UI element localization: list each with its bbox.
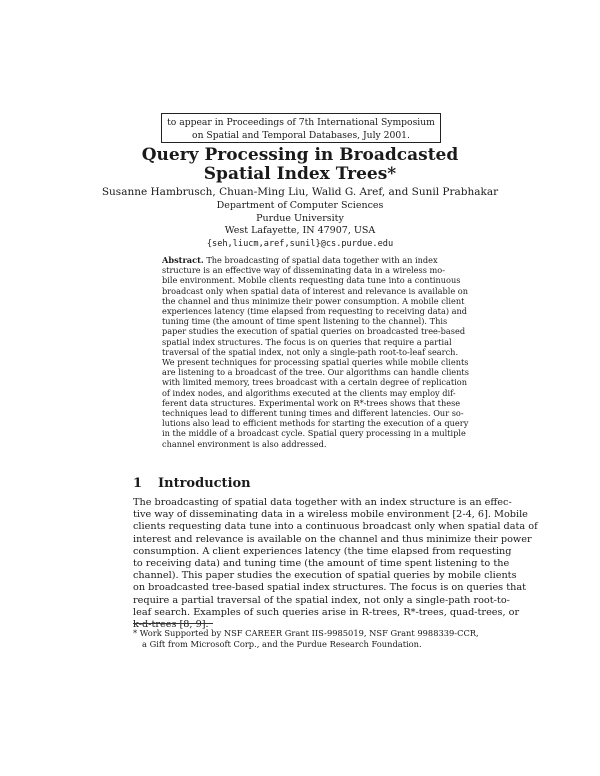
paper-title-line-1: Query Processing in Broadcasted [141, 145, 459, 165]
section-number: 1 [133, 476, 143, 491]
abstract-line: broadcast only when spatial data of interest and relevance is available on [162, 285, 468, 296]
affiliation-city: West Lafayette, IN 47907, USA [224, 225, 376, 236]
abstract-line: in the middle of a broadcast cycle. Spatial query processing in a multiple [162, 428, 466, 439]
abstract-line: are listening to a broadcast of the tree. Our algorithms can handle clients [162, 367, 469, 378]
intro-line: require a partial traversal of the spatial index, not only a single-path root-to- [133, 594, 510, 606]
abstract-line: traversal of the spatial index, not only a single-path root-to-leaf search. [162, 346, 459, 357]
abstract-line: experiences latency (time elapsed from requesting to receiving data) and [162, 306, 468, 317]
intro-line: k-d-trees [8, 9]. [133, 619, 209, 631]
abstract-line: bile environment. Mobile clients requesting data tune into a continuous [162, 275, 461, 286]
abstract-line: ferent data structures. Experimental work on R*-trees shows that these [162, 397, 461, 408]
abstract-line: of index nodes, and algorithms executed at the clients may employ dif- [162, 387, 456, 398]
section-title: Introduction [158, 476, 251, 491]
intro-line: on broadcasted tree-based spatial index structures. The focus is on queries that [133, 582, 527, 594]
affiliation-university: Purdue University [256, 212, 344, 224]
venue-line-1: to appear in Proceedings of 7th International Symposium [167, 117, 435, 128]
abstract-paragraph [162, 255, 469, 449]
affiliation-block [150, 200, 450, 250]
abstract-line: the channel and thus minimize their power consumption. A mobile client [162, 295, 465, 306]
abstract-line: spatial index structures. The focus is on queries that require a partial [162, 336, 452, 347]
section-heading-introduction [133, 476, 251, 491]
abstract-line: techniques lead to different tuning times and different latencies. Our so- [162, 408, 464, 419]
footnote-divider [133, 623, 213, 624]
abstract-line: channel environment is also addressed. [162, 438, 327, 449]
abstract-line-text: The broadcasting of spatial data together with an index [206, 255, 438, 265]
venue-line-2: on Spatial and Temporal Databases, July 2001. [192, 130, 410, 141]
abstract-line: paper studies the execution of spatial queries on broadcasted tree-based [162, 326, 466, 337]
intro-line: leaf search. Examples of such queries arise in R-trees, R*-trees, quad-trees, or [133, 606, 520, 618]
intro-line: The broadcasting of spatial data together with an index structure is an effec- [133, 497, 512, 508]
abstract-line: with limited memory, trees broadcast with a certain degree of replication [162, 377, 468, 388]
intro-line: tive way of disseminating data in a wireless mobile environment [2-4, 6]. Mobile [133, 509, 528, 521]
venue-notice-box [161, 113, 441, 143]
footnote-line-2: a Gift from Microsoft Corp., and the Purdue Research Foundation. [142, 639, 422, 649]
footnote-line-1: * Work Supported by NSF CAREER Grant IIS-9985019, NSF Grant 9988339-CCR, [133, 628, 479, 638]
abstract-line: We present techniques for processing spatial queries while mobile clients [162, 357, 469, 368]
abstract-line: lutions also lead to efficient methods for starting the execution of a query [162, 418, 469, 429]
abstract-line [162, 255, 442, 265]
intro-line: interest and relevance is available on the channel and thus minimize their power [133, 533, 532, 545]
affiliation-emails: {seh,liucm,aref,sunil}@cs.purdue.edu [206, 238, 394, 249]
intro-line: channel). This paper studies the execution of spatial queries by mobile clients [133, 570, 517, 582]
abstract-line: tuning time (the amount of time spent listening to the channel). This [162, 316, 448, 327]
abstract-line: structure is an effective way of disseminating data in a wireless mo- [162, 265, 445, 276]
intro-line: to receiving data) and tuning time (the amount of time spent listening to the [133, 558, 510, 570]
abstract-label: Abstract. [162, 255, 204, 265]
affiliation-department: Department of Computer Sciences [216, 200, 384, 211]
intro-line: clients requesting data tune into a continuous broadcast only when spatial data of [133, 521, 538, 533]
author-list: Susanne Hambrusch, Chuan-Ming Liu, Walid G. Aref, and Sunil Prabhakar [101, 186, 499, 198]
intro-line: consumption. A client experiences latency (the time elapsed from requesting [133, 545, 512, 557]
paper-title-line-2: Spatial Index Trees* [203, 164, 397, 184]
footnote [133, 628, 478, 650]
introduction-paragraph [133, 497, 538, 631]
